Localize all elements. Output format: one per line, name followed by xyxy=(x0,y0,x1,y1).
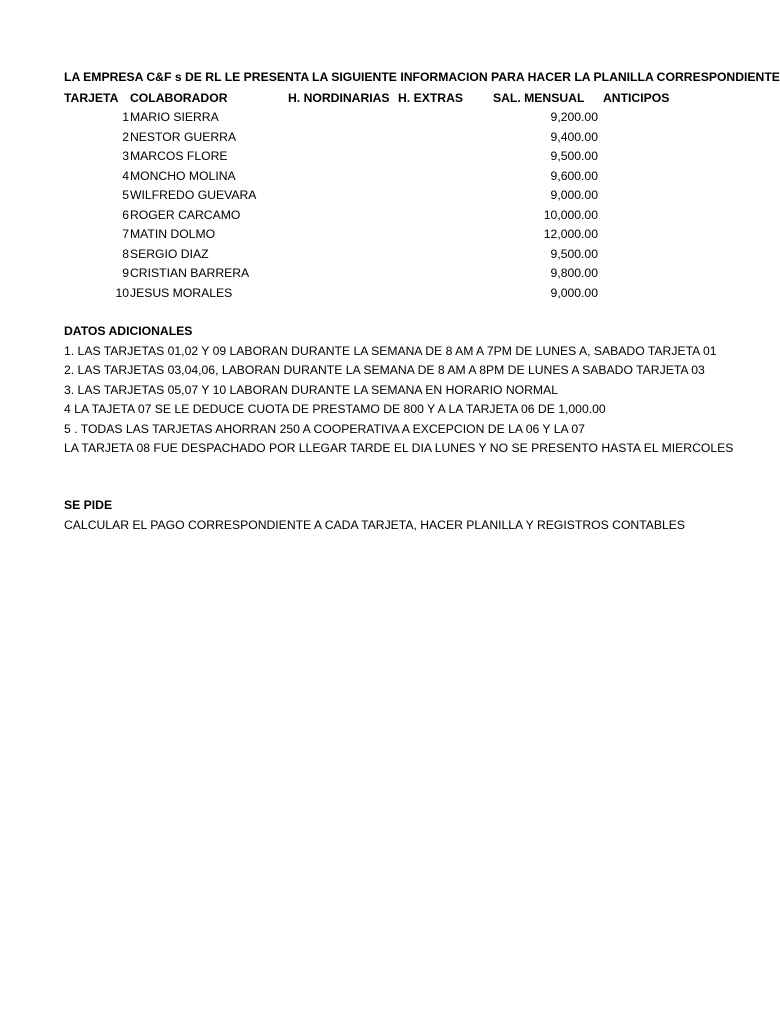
cell-tarjeta: 4 xyxy=(122,168,129,183)
datos-adicionales-line: 3. LAS TARJETAS 05,07 Y 10 LABORAN DURANTE LA SEMANA EN HORARIO NORMAL xyxy=(64,382,558,397)
cell-tarjeta: 9 xyxy=(122,266,129,280)
cell-tarjeta: 6 xyxy=(122,207,129,222)
cell-colaborador: NESTOR GUERRA xyxy=(130,129,237,144)
cell-colaborador: ROGER CARCAMO xyxy=(130,207,241,222)
table-row xyxy=(64,186,677,206)
cell-tarjeta: 5 xyxy=(122,188,129,202)
table-row xyxy=(64,225,677,245)
cell-colaborador: MONCHO MOLINA xyxy=(130,168,236,183)
cell-sal-mensual: 9,800.00 xyxy=(550,266,598,280)
header-sal-mensual: SAL. MENSUAL xyxy=(493,91,585,105)
cell-colaborador: MARCOS FLORE xyxy=(130,149,228,163)
cell-sal-mensual: 10,000.00 xyxy=(543,207,598,222)
table-row xyxy=(64,128,677,148)
datos-adicionales-heading: DATOS ADICIONALES xyxy=(64,324,193,338)
cell-tarjeta: 7 xyxy=(122,227,129,241)
table-row xyxy=(64,147,677,167)
title-text: LA EMPRESA C&F s DE RL LE PRESENTA LA SIGUIENTE INFORMACION PARA HACER LA PLANILLA CORRESPONDIENTE xyxy=(64,70,780,84)
datos-adicionales-line: 5 . TODAS LAS TARJETAS AHORRAN 250 A COOPERATIVA A EXCEPCION DE LA 06 Y LA 07 xyxy=(64,421,585,436)
cell-sal-mensual: 9,400.00 xyxy=(550,129,598,144)
cell-colaborador: MATIN DOLMO xyxy=(130,227,216,241)
table-row xyxy=(64,245,677,265)
cell-tarjeta: 10 xyxy=(115,285,129,300)
cell-tarjeta: 2 xyxy=(122,129,129,144)
datos-adicionales-line: 4 LA TAJETA 07 SE LE DEDUCE CUOTA DE PRESTAMO DE 800 Y A LA TARJETA 06 DE 1,000.00 xyxy=(64,402,606,416)
cell-sal-mensual: 9,000.00 xyxy=(550,188,598,202)
cell-sal-mensual: 9,600.00 xyxy=(550,168,598,183)
datos-adicionales-line: LA TARJETA 08 FUE DESPACHADO POR LLEGAR TARDE EL DIA LUNES Y NO SE PRESENTO HASTA EL MIERCOLES xyxy=(64,441,734,455)
cell-sal-mensual: 9,200.00 xyxy=(550,110,598,124)
table-row xyxy=(64,284,677,304)
cell-sal-mensual: 9,500.00 xyxy=(550,246,598,261)
se-pide-heading: SE PIDE xyxy=(64,498,113,512)
header-h-extras: H. EXTRAS xyxy=(398,91,464,105)
datos-adicionales-section xyxy=(64,322,734,459)
table-row xyxy=(64,108,677,128)
header-tarjeta: TARJETA xyxy=(64,91,119,105)
cell-sal-mensual: 9,500.00 xyxy=(550,149,598,163)
header-h-ordinarias: H. NORDINARIAS xyxy=(288,91,390,105)
cell-sal-mensual: 9,000.00 xyxy=(550,285,598,300)
cell-colaborador: CRISTIAN BARRERA xyxy=(130,266,250,280)
table-header xyxy=(64,89,677,109)
cell-colaborador: SERGIO DIAZ xyxy=(130,246,209,261)
header-anticipos: ANTICIPOS xyxy=(603,91,670,105)
datos-adicionales-line: 2. LAS TARJETAS 03,04,06, LABORAN DURANTE LA SEMANA DE 8 AM A 8PM DE LUNES A SABADO TARJETA 03 xyxy=(64,363,705,377)
se-pide-line: CALCULAR EL PAGO CORRESPONDIENTE A CADA TARJETA, HACER PLANILLA Y REGISTROS CONTABLES xyxy=(64,517,686,532)
se-pide-section xyxy=(64,496,686,535)
table-row xyxy=(64,264,677,284)
datos-adicionales-line: 1. LAS TARJETAS 01,02 Y 09 LABORAN DURANTE LA SEMANA DE 8 AM A 7PM DE LUNES A, SABADO TARJETA 01 xyxy=(64,343,717,358)
page-title xyxy=(64,68,780,88)
cell-sal-mensual: 12,000.00 xyxy=(543,227,598,241)
cell-tarjeta: 1 xyxy=(122,110,129,124)
cell-tarjeta: 3 xyxy=(122,149,129,163)
cell-tarjeta: 8 xyxy=(122,246,129,261)
table-row xyxy=(64,167,677,187)
cell-colaborador: WILFREDO GUEVARA xyxy=(130,188,257,202)
cell-colaborador: MARIO SIERRA xyxy=(130,110,219,124)
table-body xyxy=(64,108,677,303)
header-colaborador: COLABORADOR xyxy=(130,91,228,105)
table-row xyxy=(64,206,677,226)
cell-colaborador: JESUS MORALES xyxy=(130,285,233,300)
